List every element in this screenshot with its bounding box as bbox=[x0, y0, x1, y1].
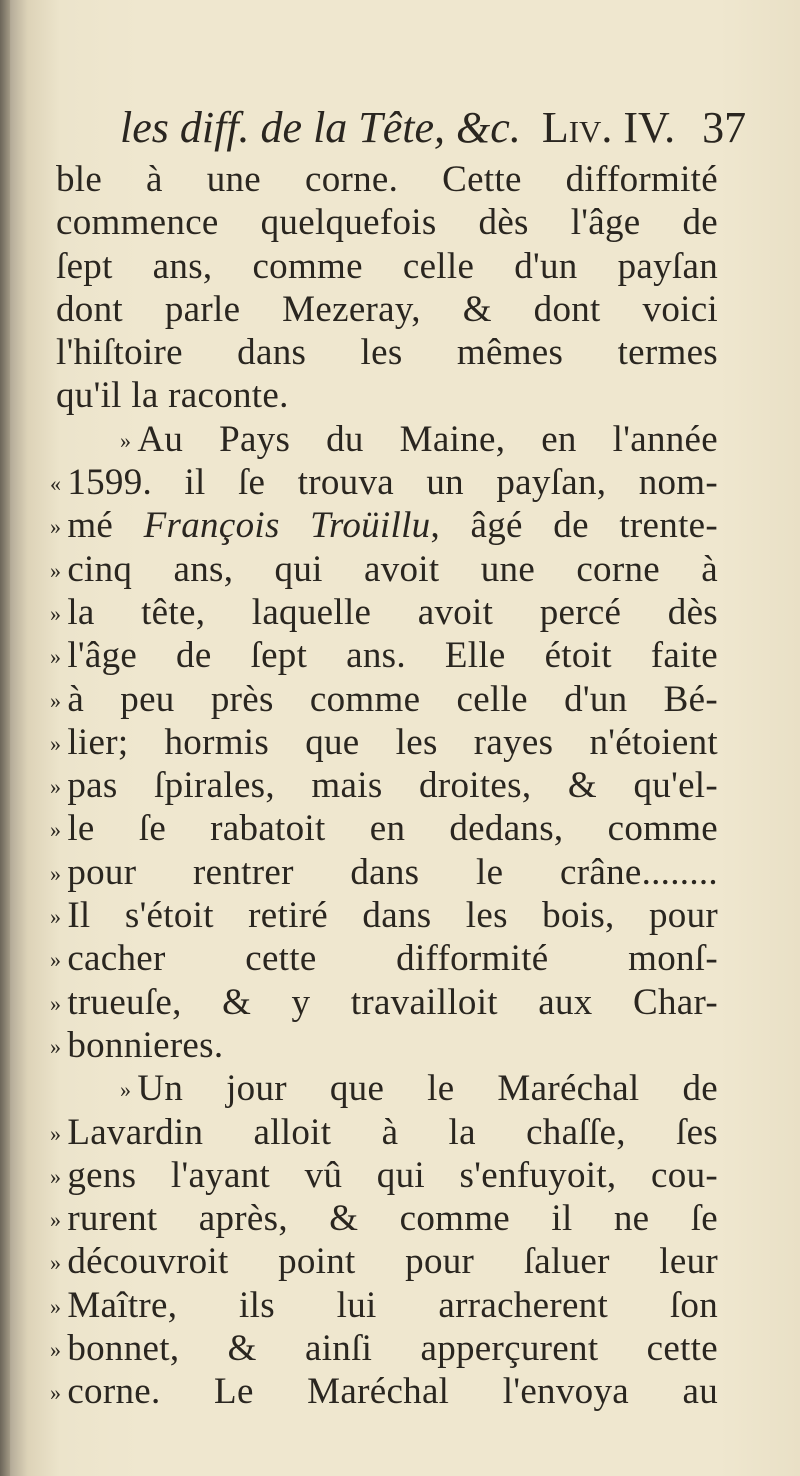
running-title: les diff. de la Tête, &c. bbox=[120, 103, 521, 152]
line-text: cinq ans, qui avoit une corne à bbox=[67, 548, 718, 590]
line-text: l'âge de ſept ans. Elle étoit faite bbox=[67, 635, 718, 677]
line-text: bonnet, & ainſi apperçurent cette bbox=[67, 1328, 718, 1370]
text-line bbox=[50, 591, 718, 634]
text-line bbox=[50, 894, 718, 937]
quote-mark: » bbox=[120, 1077, 132, 1103]
line-text: le ſe rabatoit en dedans, comme bbox=[67, 808, 718, 850]
text-line bbox=[50, 331, 718, 374]
italic-name: François Troüillu bbox=[143, 505, 431, 547]
line-text: Maître, ils lui arracherent ſon bbox=[67, 1284, 718, 1326]
quote-mark: » bbox=[50, 774, 62, 800]
text-line bbox=[50, 504, 718, 547]
quote-mark: » bbox=[50, 1120, 62, 1146]
text-line bbox=[50, 1370, 718, 1413]
line-text: dont parle Mezeray, & dont voici bbox=[56, 288, 718, 330]
line-text: cacher cette difformité monſ- bbox=[67, 938, 718, 980]
quote-mark: » bbox=[50, 860, 62, 886]
text-line bbox=[50, 981, 718, 1024]
line-text: corne. Le Maréchal l'envoya au bbox=[67, 1371, 718, 1413]
quote-mark: « bbox=[50, 471, 62, 497]
text-line bbox=[50, 851, 718, 894]
line-text: Au Pays du Maine, en l'année bbox=[137, 418, 718, 460]
quote-mark: » bbox=[50, 644, 62, 670]
text-line bbox=[50, 1284, 718, 1327]
text-line bbox=[50, 1111, 718, 1154]
text-line bbox=[50, 1197, 718, 1240]
text-line bbox=[50, 158, 718, 201]
quote-mark: » bbox=[50, 1380, 62, 1406]
text-line bbox=[50, 374, 718, 417]
line-text: ble à une corne. Cette difformité bbox=[56, 159, 718, 200]
line-text: rurent après, & comme il ne ſe bbox=[67, 1198, 718, 1240]
text-line bbox=[50, 201, 718, 244]
line-text: à peu près comme celle d'un Bé- bbox=[67, 678, 718, 720]
line-text: mé bbox=[67, 505, 144, 547]
text-line bbox=[50, 1240, 718, 1283]
body-text bbox=[50, 158, 718, 1414]
text-line bbox=[50, 245, 718, 288]
quote-mark: » bbox=[50, 687, 62, 713]
quote-mark: » bbox=[50, 730, 62, 756]
line-text: pour rentrer dans le crâne........ bbox=[67, 851, 718, 893]
quote-mark: » bbox=[50, 514, 62, 540]
text-line bbox=[50, 1154, 718, 1197]
line-text: la tête, laquelle avoit percé dès bbox=[67, 591, 718, 633]
line-text: ſept ans, comme celle d'un payſan bbox=[56, 245, 718, 287]
line-text: Il s'étoit retiré dans les bois, pour bbox=[67, 895, 718, 937]
quote-mark: » bbox=[50, 1293, 62, 1319]
quote-mark: » bbox=[50, 1163, 62, 1189]
quote-mark: » bbox=[50, 904, 62, 930]
quote-mark: » bbox=[50, 1337, 62, 1363]
book-number: Liv. IV. bbox=[541, 103, 676, 152]
line-text-tail: , âgé de trente- bbox=[430, 505, 718, 547]
line-text: commence quelquefois dès l'âge de bbox=[56, 202, 718, 244]
line-text: l'hiſtoire dans les mêmes termes bbox=[56, 332, 718, 374]
line-text: gens l'ayant vû qui s'enfuyoit, cou- bbox=[67, 1154, 718, 1196]
quote-mark: » bbox=[50, 1207, 62, 1233]
line-text: lier; hormis que les rayes n'étoient bbox=[67, 721, 718, 763]
text-line bbox=[50, 288, 718, 331]
quote-mark: » bbox=[50, 557, 62, 583]
page-gutter bbox=[0, 0, 10, 1476]
line-text: pas ſpirales, mais droites, & qu'el- bbox=[67, 765, 718, 807]
text-line bbox=[50, 678, 718, 721]
line-text: bonnieres. bbox=[67, 1024, 224, 1066]
line-text: découvroit point pour ſaluer leur bbox=[67, 1241, 718, 1283]
text-line bbox=[50, 1024, 718, 1067]
quote-mark: » bbox=[50, 1033, 62, 1059]
quote-mark: » bbox=[50, 1250, 62, 1276]
line-text: trueuſe, & y travailloit aux Char- bbox=[67, 981, 718, 1023]
text-line bbox=[50, 461, 718, 504]
text-line bbox=[50, 721, 718, 764]
quote-mark: » bbox=[50, 990, 62, 1016]
running-header bbox=[120, 98, 747, 158]
quote-mark: » bbox=[50, 947, 62, 973]
text-line bbox=[50, 548, 718, 591]
text-line bbox=[50, 1327, 718, 1370]
text-line bbox=[50, 764, 718, 807]
text-line bbox=[50, 807, 718, 850]
page-number: 37 bbox=[702, 103, 747, 152]
line-text: Lavardin alloit à la chaſſe, ſes bbox=[67, 1111, 718, 1153]
line-text: 1599. il ſe trouva un payſan, nom- bbox=[67, 462, 718, 504]
text-line bbox=[50, 1067, 718, 1110]
quote-mark: » bbox=[50, 817, 62, 843]
line-text: Un jour que le Maréchal de bbox=[137, 1068, 718, 1110]
quote-mark: » bbox=[50, 600, 62, 626]
text-line bbox=[50, 634, 718, 677]
text-line bbox=[50, 418, 718, 461]
text-line bbox=[50, 937, 718, 980]
quote-mark: » bbox=[120, 427, 132, 453]
line-text: qu'il la raconte. bbox=[56, 375, 289, 417]
